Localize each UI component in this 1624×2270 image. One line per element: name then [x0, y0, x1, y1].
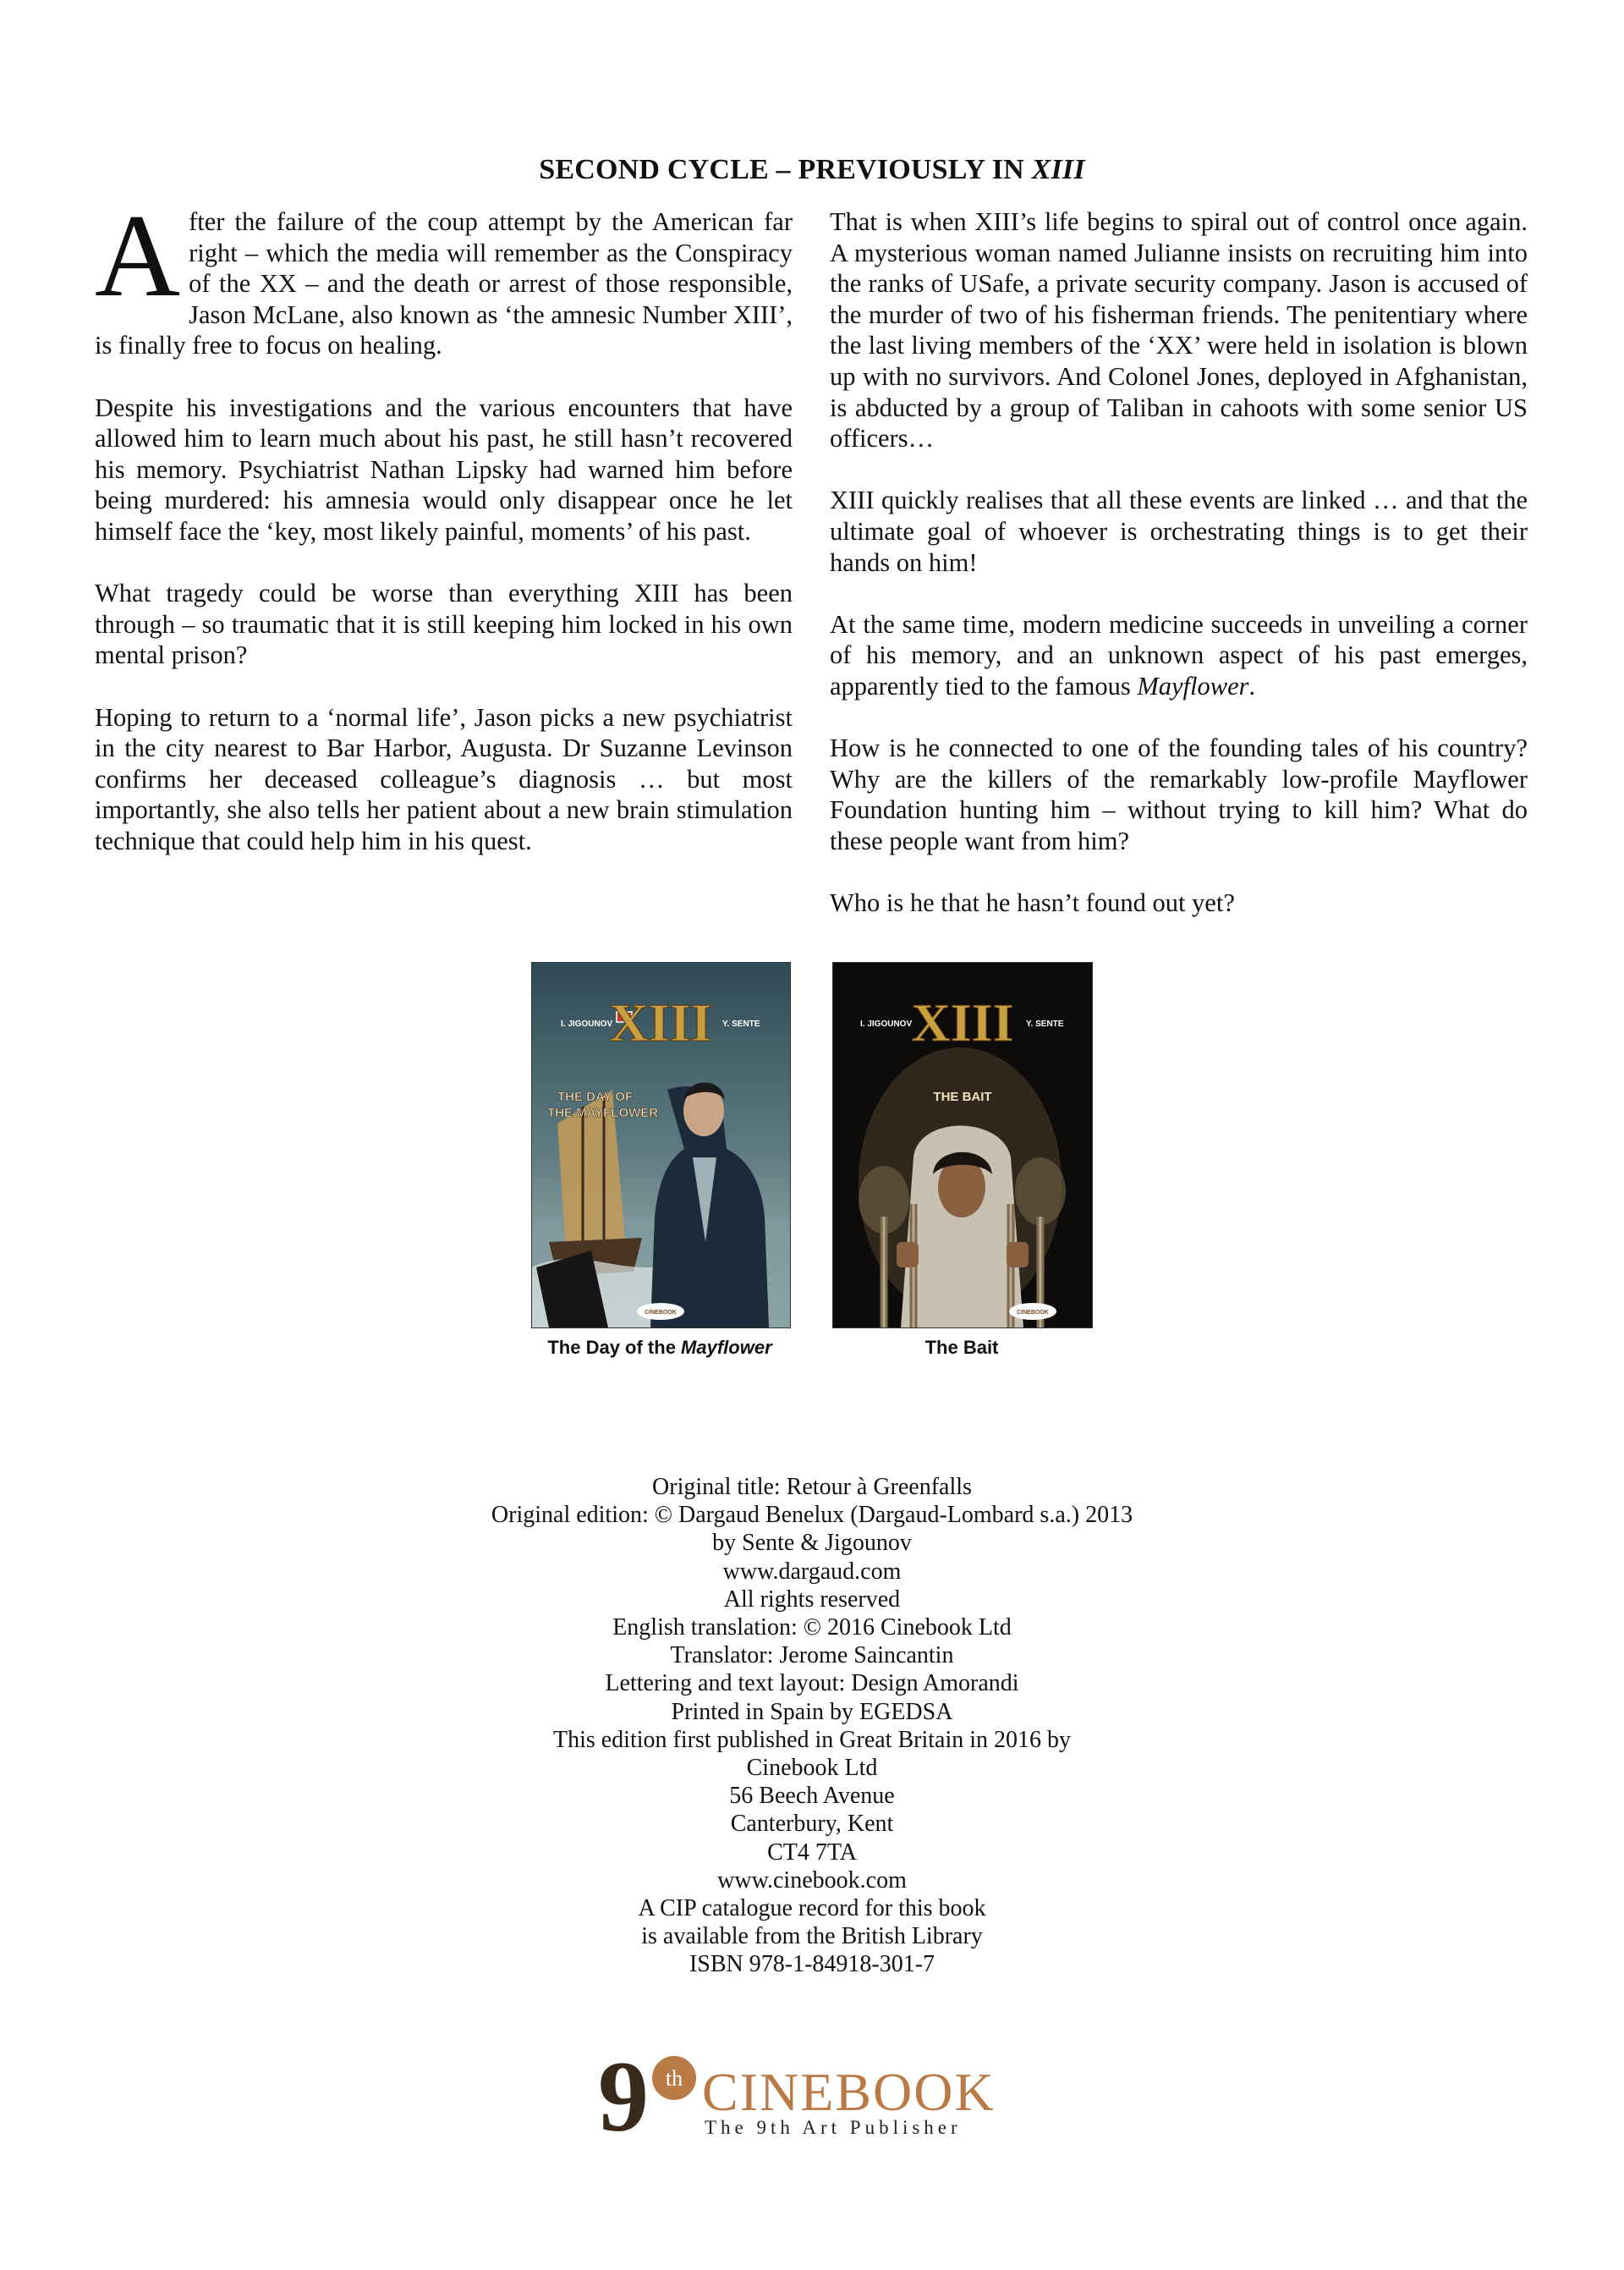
cover-author-left: I. JIGOUNOV — [860, 1020, 913, 1029]
paragraph: What tragedy could be worse than everything XIII has been through – so traumatic that it is still keeping him locked in his own mental prison? — [95, 579, 793, 670]
credit-line: Lettering and text layout: Design Amorandi — [605, 1670, 1019, 1697]
title-prefix: SECOND CYCLE – PREVIOUSLY IN — [539, 154, 1032, 185]
page-title — [0, 154, 1624, 186]
logo-mark-number: 9 — [598, 2046, 649, 2139]
cover-caption — [508, 1337, 812, 1359]
cover-the-bait — [832, 962, 1093, 1328]
paragraph: XIII quickly realises that all these events are linked … and that the ultimate goal of whoever is orchestrating things is to get their hands on him! — [830, 486, 1528, 577]
credit-line: Printed in Spain by EGEDSA — [671, 1698, 953, 1725]
cover-publisher-logo: CINEBOOK — [645, 1310, 677, 1316]
credit-line: www.cinebook.com — [717, 1866, 907, 1893]
cover-author-right: Y. SENTE — [1026, 1020, 1064, 1029]
paragraph-text: . — [1248, 671, 1256, 701]
credit-line: All rights reserved — [723, 1586, 901, 1613]
ninth-art-mark-icon — [579, 2046, 706, 2139]
credit-line: www.dargaud.com — [722, 1558, 902, 1585]
cover-series-logo: XIII — [911, 992, 1014, 1053]
credit-line: Cinebook Ltd — [746, 1755, 878, 1782]
paragraph: Despite his investigations and the various encounters that have allowed him to learn much about his past, he still hasn’t recovered his memory. Psychiatrist Nathan Lipsky had warned him before being murdered: his amnesia would only disappear once he let himself face the ‘key, most likely painful, moments’ of his past. — [95, 393, 793, 546]
paragraph: Hoping to return to a ‘normal life’, Jason picks a new psychiatrist in the city nearest to Bar Harbor, Augusta. Dr Suzanne Levinson confirms her deceased colleague’s diagnosis … but most importantly, she also tells her patient about a new brain stimulation technique that could help him in his quest. — [95, 702, 793, 855]
cover-caption: The Bait — [924, 1337, 999, 1358]
cover-publisher-logo: CINEBOOK — [1017, 1310, 1049, 1316]
paragraph-intro — [95, 190, 793, 361]
cover-day-of-the-mayflower — [531, 962, 791, 1328]
credit-line: 56 Beech Avenue — [729, 1783, 895, 1810]
paragraph-text: At the same time, modern medicine succeeds in unveiling a corner of his memory, and an unknown aspect of his past emerges, apparently tied to the famous — [830, 609, 1528, 701]
mayflower-italic: Mayflower — [1137, 671, 1249, 701]
caption-text: The Day of the — [547, 1337, 682, 1358]
cover-title-line1: THE DAY OF — [557, 1090, 634, 1104]
paragraph — [830, 609, 1528, 702]
credit-line: is available from the British Library — [641, 1923, 983, 1950]
credit-line: by Sente & Jigounov — [712, 1530, 912, 1557]
caption-italic: Mayflower — [681, 1337, 772, 1358]
paragraph: Who is he that he hasn’t found out yet? — [830, 888, 1235, 918]
credit-line: A CIP catalogue record for this book — [638, 1895, 986, 1922]
logo-mark-suffix: th — [665, 2066, 683, 2091]
logo-tagline: The 9th Art Publisher — [705, 2117, 962, 2138]
credit-line: ISBN 978-1-84918-301-7 — [689, 1951, 935, 1978]
cinebook-logo — [579, 2046, 1053, 2139]
cover-author-left: I. JIGOUNOV — [561, 1020, 613, 1029]
paragraph: How is he connected to one of the founding tales of his country? Why are the killers of the remarkably low-profile Mayflower Foundation hunting him – without trying to kill him? What do these people want from him? — [830, 734, 1528, 855]
paragraph-intro-text: fter the failure of the coup attempt by the American far right – which the media will remember as the Conspiracy of the XX – and the death or arrest of those responsible, Jason McLane, also known as ‘the amnesic Number XIII’, is finally free to focus on healing. — [95, 207, 793, 360]
paragraph: That is when XIII’s life begins to spiral out of control once again. A mysterious woman named Julianne insists on recruiting him into the ranks of USafe, a private security company. Jason is accused of the murder of two of his fisherman friends. The penitentiary where the last living members of the ‘XX’ were held in isolation is blown up with no survivors. And Colonel Jones, deployed in Afghanistan, is abducted by a group of Taliban in cahoots with some senior US officers… — [830, 207, 1528, 453]
credit-line: Original title: Retour à Greenfalls — [652, 1474, 972, 1500]
cover-series-logo: XIII — [609, 992, 712, 1053]
cover-title-line2: THE MAYFLOWER — [547, 1106, 659, 1120]
right-column — [830, 206, 1528, 949]
credit-line: CT4 7TA — [767, 1839, 857, 1866]
credits-block — [0, 1473, 1624, 1979]
credit-line: This edition first published in Great Britain in 2016 by — [552, 1726, 1072, 1753]
drop-cap: A — [95, 190, 181, 322]
credit-line: Translator: Jerome Saincantin — [670, 1642, 954, 1669]
cover-author-right: Y. SENTE — [722, 1020, 760, 1029]
logo-name: CINEBOOK — [702, 2062, 996, 2122]
left-column — [95, 190, 793, 888]
title-series: XIII — [1031, 154, 1085, 185]
credit-line: English translation: © 2016 Cinebook Ltd — [612, 1614, 1012, 1641]
credit-line: Original edition: © Dargaud Benelux (Dargaud-Lombard s.a.) 2013 — [491, 1502, 1133, 1529]
cover-title-line1: THE BAIT — [933, 1090, 992, 1104]
credit-line: Canterbury, Kent — [730, 1811, 894, 1838]
